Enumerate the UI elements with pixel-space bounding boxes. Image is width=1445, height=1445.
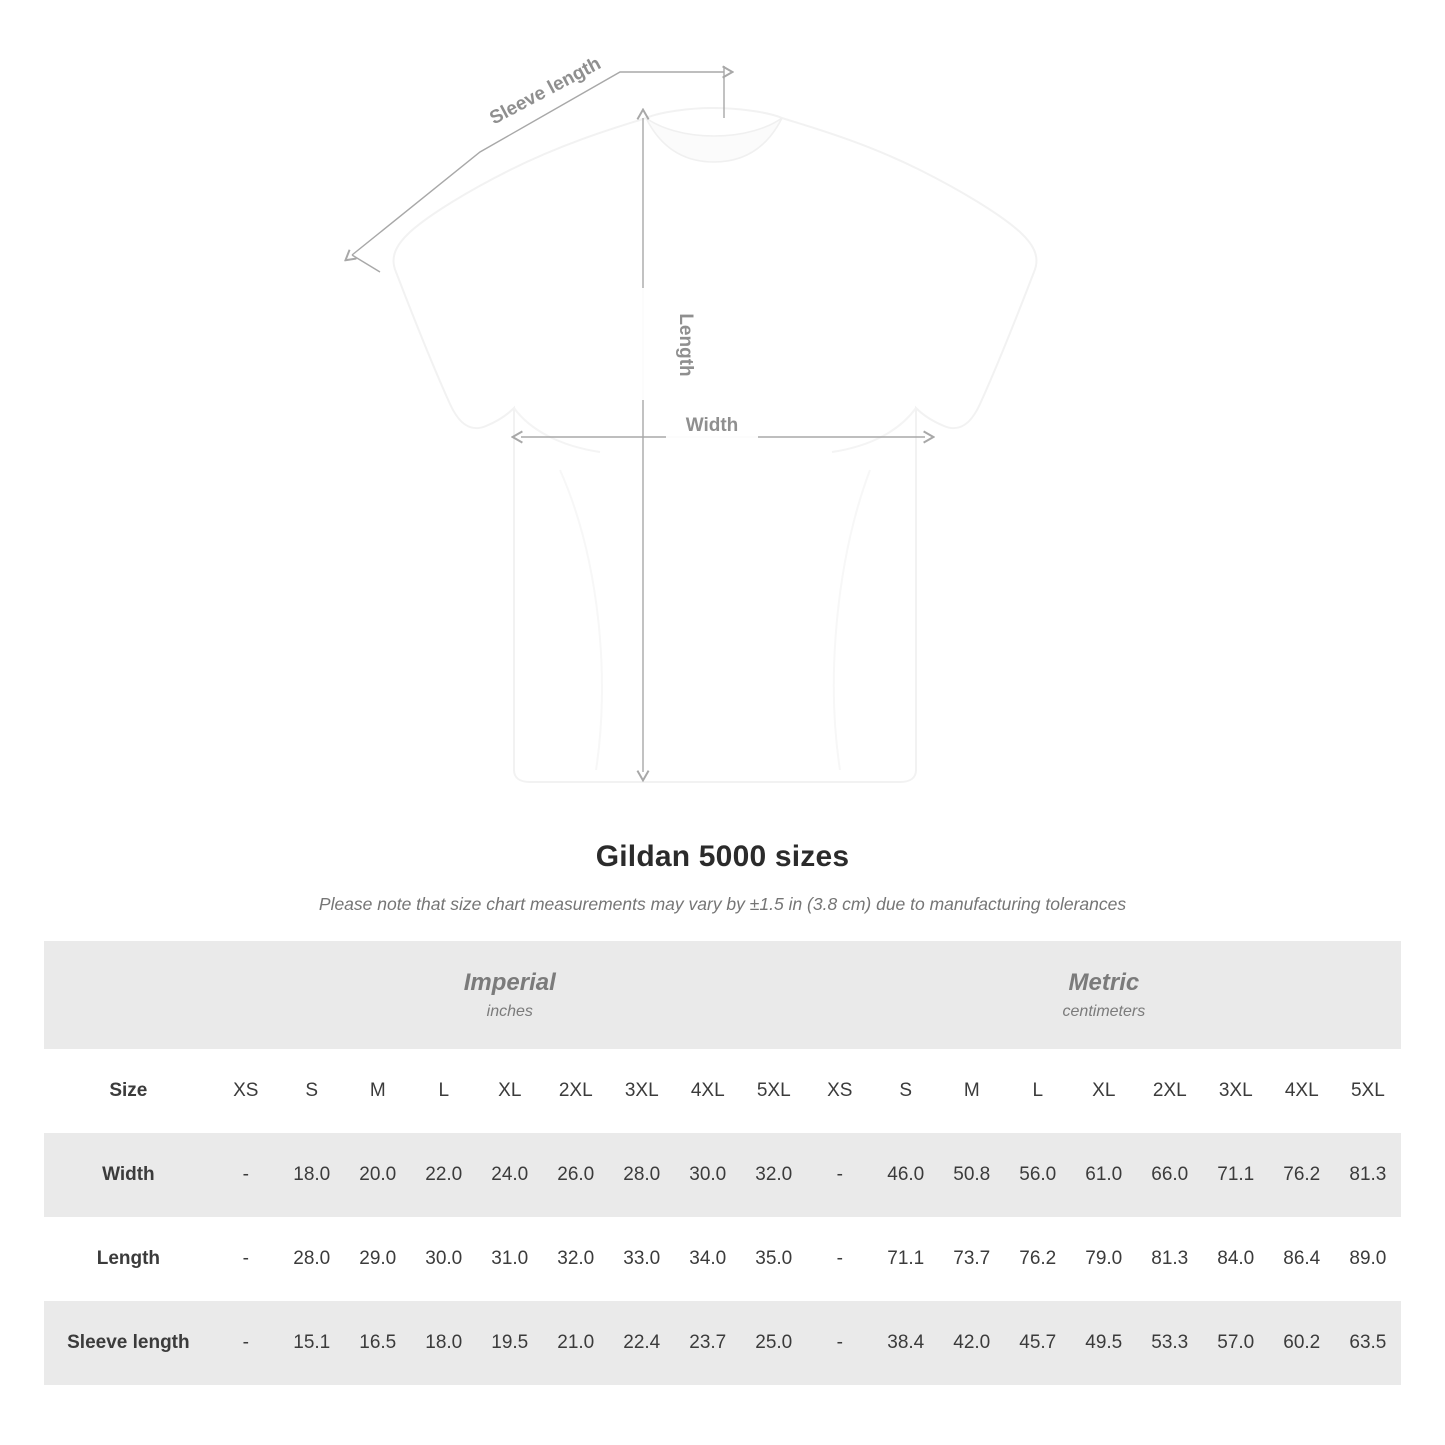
size-header-imperial-2xl: 2XL — [543, 1049, 609, 1133]
size-header-row — [44, 1049, 1401, 1133]
size-header-metric-2xl: 2XL — [1137, 1049, 1203, 1133]
cell-width-metric-xl: 61.0 — [1071, 1133, 1137, 1217]
size-header-imperial-l: L — [411, 1049, 477, 1133]
cell-sleeve-imperial-4xl: 23.7 — [675, 1301, 741, 1385]
size-header-imperial-xl: XL — [477, 1049, 543, 1133]
cell-length-metric-xl: 79.0 — [1071, 1217, 1137, 1301]
cell-length-imperial-m: 29.0 — [345, 1217, 411, 1301]
row-label-width: Width — [44, 1133, 213, 1217]
unit-header-empty — [44, 941, 213, 1049]
cell-sleeve-metric-m: 42.0 — [939, 1301, 1005, 1385]
unit-group-imperial-sub: inches — [486, 1003, 533, 1021]
page-title: Gildan 5000 sizes — [595, 840, 850, 873]
cell-length-metric-s: 71.1 — [873, 1217, 939, 1301]
cell-width-metric-xs: - — [807, 1133, 873, 1217]
unit-header-row — [44, 941, 1401, 1049]
size-header-metric-3xl: 3XL — [1203, 1049, 1269, 1133]
size-chart-table — [44, 941, 1401, 1385]
unit-group-metric — [807, 941, 1401, 1049]
cell-sleeve-imperial-s: 15.1 — [279, 1301, 345, 1385]
cell-sleeve-imperial-xl: 19.5 — [477, 1301, 543, 1385]
unit-group-metric-name: Metric — [1068, 968, 1140, 996]
size-header-imperial-s: S — [279, 1049, 345, 1133]
row-label-sleeve-length: Sleeve length — [44, 1301, 213, 1385]
cell-width-metric-s: 46.0 — [873, 1133, 939, 1217]
cell-length-imperial-3xl: 33.0 — [609, 1217, 675, 1301]
cell-length-imperial-2xl: 32.0 — [543, 1217, 609, 1301]
cell-length-metric-l: 76.2 — [1005, 1217, 1071, 1301]
unit-group-metric-sub: centimeters — [1062, 1003, 1146, 1021]
cell-width-metric-3xl: 71.1 — [1203, 1133, 1269, 1217]
size-header-metric-4xl: 4XL — [1269, 1049, 1335, 1133]
cell-length-imperial-5xl: 35.0 — [741, 1217, 807, 1301]
table-row — [44, 1217, 1401, 1301]
cell-width-imperial-l: 22.0 — [411, 1133, 477, 1217]
cell-length-metric-xs: - — [807, 1217, 873, 1301]
cell-length-imperial-xs: - — [213, 1217, 279, 1301]
cell-width-metric-2xl: 66.0 — [1137, 1133, 1203, 1217]
row-label-length: Length — [44, 1217, 213, 1301]
sleeve-length-label: Sleeve length — [486, 53, 605, 130]
cell-width-imperial-s: 18.0 — [279, 1133, 345, 1217]
cell-sleeve-metric-xs: - — [807, 1301, 873, 1385]
chart-title-block — [0, 840, 1445, 915]
cell-length-imperial-l: 30.0 — [411, 1217, 477, 1301]
cell-sleeve-imperial-3xl: 22.4 — [609, 1301, 675, 1385]
cell-width-imperial-xl: 24.0 — [477, 1133, 543, 1217]
cell-sleeve-metric-3xl: 57.0 — [1203, 1301, 1269, 1385]
cell-width-metric-l: 56.0 — [1005, 1133, 1071, 1217]
unit-group-imperial-name: Imperial — [463, 968, 556, 996]
tolerance-note: Please note that size chart measurements may vary by ±1.5 in (3.8 cm) due to manufacturing tolerances — [318, 894, 1127, 914]
table-row — [44, 1133, 1401, 1217]
size-header-metric-xs: XS — [807, 1049, 873, 1133]
cell-width-imperial-xs: - — [213, 1133, 279, 1217]
cell-length-metric-2xl: 81.3 — [1137, 1217, 1203, 1301]
cell-width-metric-5xl: 81.3 — [1335, 1133, 1401, 1217]
size-header-metric-xl: XL — [1071, 1049, 1137, 1133]
unit-group-imperial — [213, 941, 807, 1049]
cell-sleeve-metric-xl: 49.5 — [1071, 1301, 1137, 1385]
cell-sleeve-imperial-xs: - — [213, 1301, 279, 1385]
size-header-imperial-3xl: 3XL — [609, 1049, 675, 1133]
cell-length-metric-3xl: 84.0 — [1203, 1217, 1269, 1301]
cell-sleeve-imperial-m: 16.5 — [345, 1301, 411, 1385]
cell-width-imperial-3xl: 28.0 — [609, 1133, 675, 1217]
size-header-imperial-5xl: 5XL — [741, 1049, 807, 1133]
cell-width-imperial-m: 20.0 — [345, 1133, 411, 1217]
cell-sleeve-imperial-5xl: 25.0 — [741, 1301, 807, 1385]
cell-sleeve-imperial-l: 18.0 — [411, 1301, 477, 1385]
length-label: Length — [675, 313, 696, 377]
size-header-imperial-xs: XS — [213, 1049, 279, 1133]
cell-sleeve-imperial-2xl: 21.0 — [543, 1301, 609, 1385]
cell-sleeve-metric-5xl: 63.5 — [1335, 1301, 1401, 1385]
cell-length-metric-5xl: 89.0 — [1335, 1217, 1401, 1301]
cell-width-metric-4xl: 76.2 — [1269, 1133, 1335, 1217]
cell-width-metric-m: 50.8 — [939, 1133, 1005, 1217]
size-header-imperial-4xl: 4XL — [675, 1049, 741, 1133]
cell-sleeve-metric-l: 45.7 — [1005, 1301, 1071, 1385]
size-header-label: Size — [44, 1049, 213, 1133]
size-chart-table-wrap — [0, 941, 1445, 1385]
size-header-metric-l: L — [1005, 1049, 1071, 1133]
size-header-metric-m: M — [939, 1049, 1005, 1133]
size-header-metric-s: S — [873, 1049, 939, 1133]
cell-width-imperial-4xl: 30.0 — [675, 1133, 741, 1217]
cell-length-imperial-s: 28.0 — [279, 1217, 345, 1301]
cell-sleeve-metric-4xl: 60.2 — [1269, 1301, 1335, 1385]
cell-length-metric-4xl: 86.4 — [1269, 1217, 1335, 1301]
table-row — [44, 1301, 1401, 1385]
cell-length-metric-m: 73.7 — [939, 1217, 1005, 1301]
cell-sleeve-metric-s: 38.4 — [873, 1301, 939, 1385]
cell-width-imperial-2xl: 26.0 — [543, 1133, 609, 1217]
cell-width-imperial-5xl: 32.0 — [741, 1133, 807, 1217]
tshirt-shape — [394, 108, 1037, 782]
width-label: Width — [685, 415, 739, 436]
size-header-imperial-m: M — [345, 1049, 411, 1133]
size-header-metric-5xl: 5XL — [1335, 1049, 1401, 1133]
cell-sleeve-metric-2xl: 53.3 — [1137, 1301, 1203, 1385]
cell-length-imperial-4xl: 34.0 — [675, 1217, 741, 1301]
cell-length-imperial-xl: 31.0 — [477, 1217, 543, 1301]
